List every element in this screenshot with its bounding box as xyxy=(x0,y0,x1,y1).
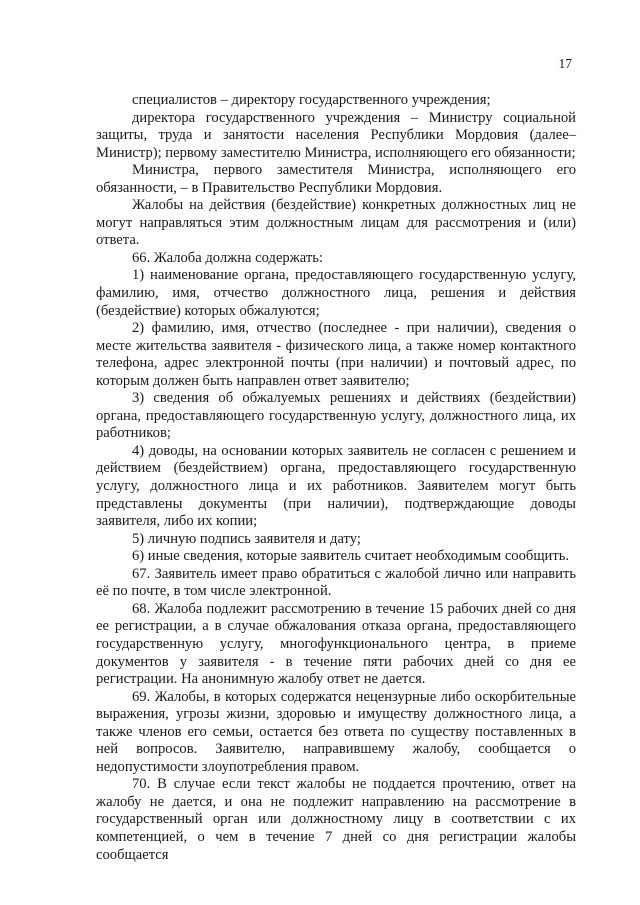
paragraph: 69. Жалобы, в которых содержатся нецензурные либо оскорбительные выражения, угрозы жизни, здоровью и имуществу должностного лица, а также членов его семьи, остается без ответа по существу поставленных в ней вопросов. Заявителю, направившему жалобу, сообщается о недопустимости злоупотребления правом. xyxy=(96,688,576,775)
paragraph: специалистов – директору государственного учреждения; xyxy=(132,92,491,108)
page-number: 17 xyxy=(558,56,572,71)
paragraph: Министра, первого заместителя Министра, исполняющего его обязанности, – в Правительство Республики Мордовия. xyxy=(96,162,576,196)
document-body xyxy=(96,92,576,864)
paragraph: 1) наименование органа, предоставляющего государственную услугу, фамилию, имя, отчество должностного лица, решения и действия (бездействие) которых обжалуются; xyxy=(96,267,576,319)
paragraph: 68. Жалоба подлежит рассмотрению в течение 15 рабочих дней со дня ее регистрации, а в случае обжалования отказа органа, предоставляющего государственную услугу, многофункционального центра, в приеме документов у заявителя - в течение пяти рабочих дней со дня ее регистрации. На анонимную жалобу ответ не дается. xyxy=(96,600,576,688)
paragraph: 5) личную подпись заявителя и дату; xyxy=(132,530,361,547)
paragraph: 66. Жалоба должна содержать: xyxy=(132,249,323,266)
paragraph: 4) доводы, на основании которых заявитель не согласен с решением и действием (бездействием) органа, предоставляющего государственную услугу, должностного лица и их работников. Заявителем могут быть представлены документы (при наличии), подтверждающие доводы заявителя, либо их копии; xyxy=(96,442,576,530)
paragraph: 3) сведения об обжалуемых решениях и действиях (бездействии) органа, предоставляющего государственную услугу, должностного лица, их работников; xyxy=(96,390,576,442)
paragraph: 6) иные сведения, которые заявитель считает необходимым сообщить. xyxy=(132,548,570,565)
paragraph: Жалобы на действия (бездействие) конкретных должностных лиц не могут направляться этим должностным лицам для рассмотрения и (или) ответа. xyxy=(96,197,576,249)
paragraph: 67. Заявитель имеет право обратиться с жалобой лично или направить её по почте, в том числе электронной. xyxy=(96,565,576,600)
paragraph: 70. В случае если текст жалобы не поддается прочтению, ответ на жалобу не дается, и она не подлежит направлению на рассмотрение в государственный орган или должностному лицу в соответствии с их компетенцией, о чем в течение 7 дней со дня регистрации жалобы сообщается xyxy=(96,776,576,863)
paragraph: директора государственного учреждения – Министру социальной защиты, труда и занятости населения Республики Мордовия (далее–Министр); первому заместителю Министра, исполняющего его обязанности; xyxy=(96,109,576,161)
paragraph: 2) фамилию, имя, отчество (последнее - при наличии), сведения о месте жительства заявителя - физического лица, а также номер контактного телефона, адрес электронной почты (при наличии) и почтовый адрес, по которым должен быть направлен ответ заявителю; xyxy=(96,320,576,389)
